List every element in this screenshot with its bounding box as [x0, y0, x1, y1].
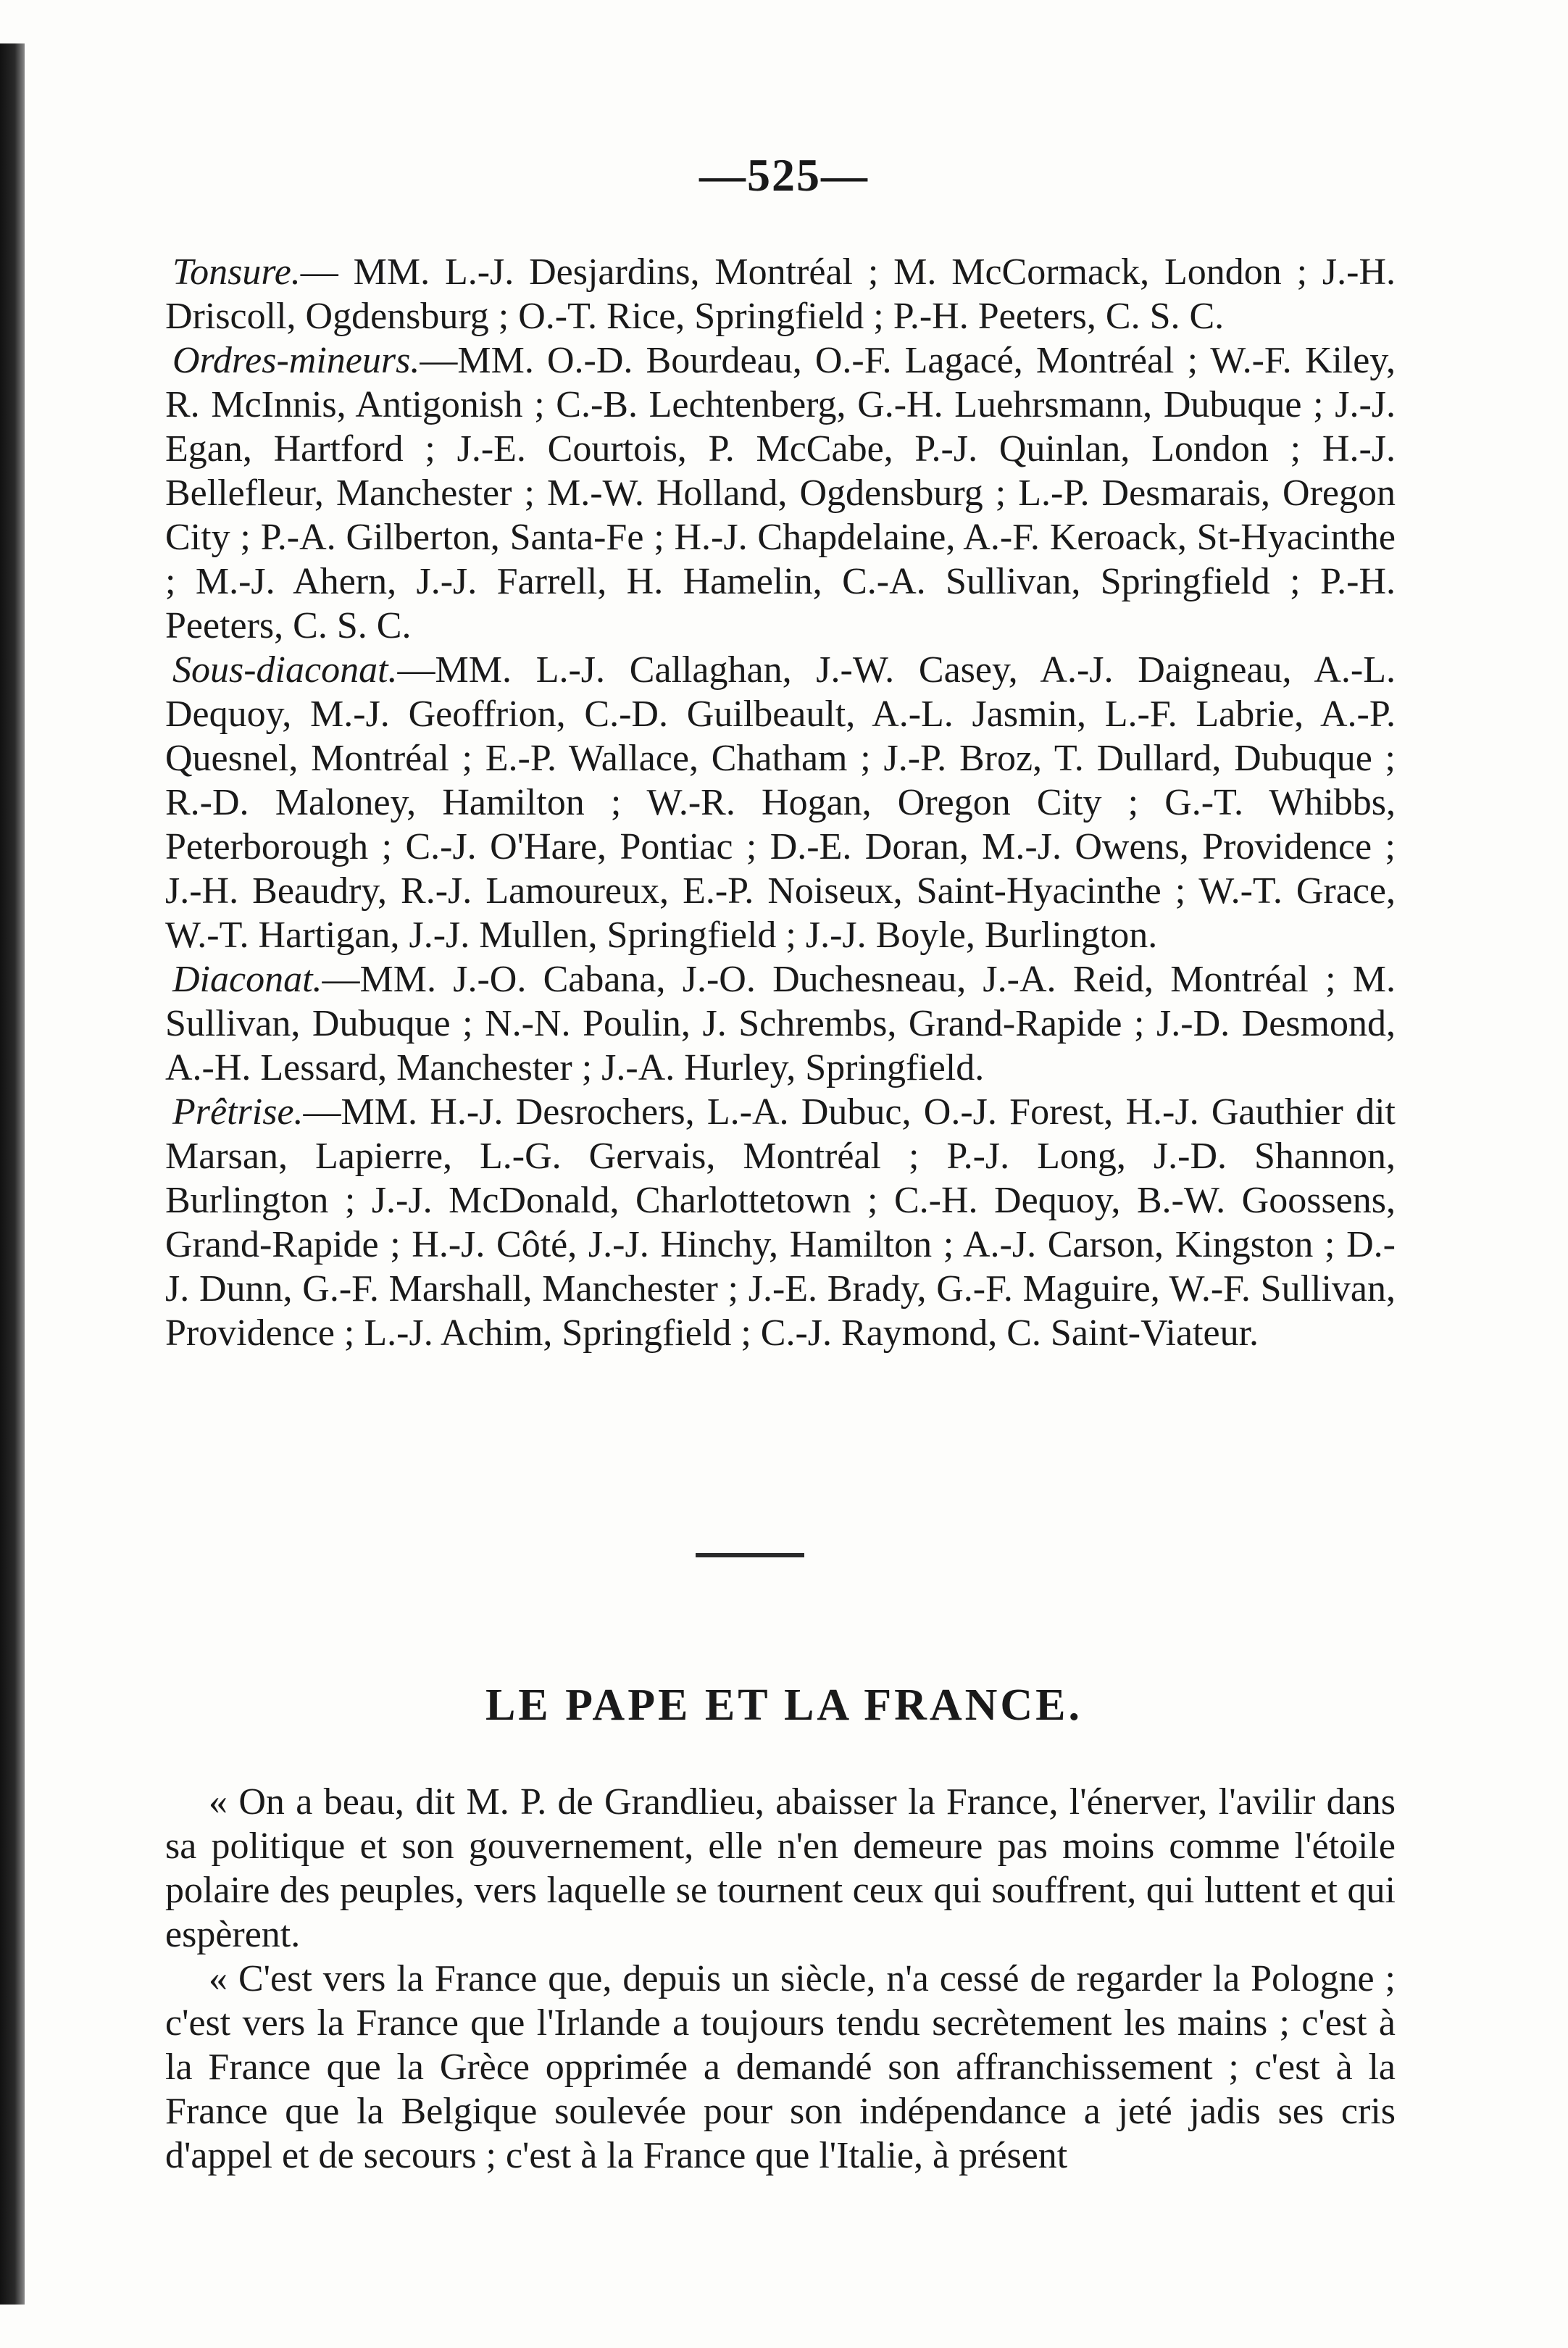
binding-edge	[0, 43, 25, 2305]
article-paragraph: « On a beau, dit M. P. de Grandlieu, abaisser la France, l'énerver, l'avilir dans sa politique et son gouvernement, elle n'en demeure pas moins comme l'étoile polaire des peuples, vers laquelle se tournent ceux qui souffrent, qui luttent et qui espèrent.	[165, 1781, 1396, 1955]
ordination-entry-diaconat	[165, 957, 1396, 1090]
entry-text: —MM. L.-J. Callaghan, J.-W. Casey, A.-J. Daigneau, A.-L. Dequoy, M.-J. Geoffrion, C.-D. Guilbeault, A.-L. Jasmin, L.-F. Labrie, A.-P. Quesnel, Montréal ; E.-P. Wallace, Chatham ; J.-P. Broz, T. Dullard, Dubuque ; R.-D. Maloney, Hamilton ; W.-R. Hogan, Oregon City ; G.-T. Whibbs, Peterborough ; C.-J. O'Hare, Pontiac ; D.-E. Doran, M.-J. Owens, Providence ; J.-H. Beaudry, R.-J. Lamoureux, E.-P. Noiseux, Saint-Hyacinthe ; W.-T. Grace, W.-T. Hartigan, J.-J. Mullen, Springfield ; J.-J. Boyle, Burlington.	[165, 649, 1396, 956]
entry-label: Tonsure.	[172, 251, 301, 293]
article-paragraph: « C'est vers la France que, depuis un siècle, n'a cessé de regarder la Pologne ; c'est vers la France que l'Irlande a toujours tendu secrètement les mains ; c'est à la France que la Grèce opprimée a demandé son affranchissement ; c'est à la France que la Belgique soulevée pour son indépendance a jeté jadis ses cris d'appel et de secours ; c'est à la France que l'Italie, à présent	[165, 1958, 1396, 2176]
entry-label: Sous-diaconat.	[172, 649, 398, 691]
ordination-list	[165, 250, 1396, 1355]
entry-label: Diaconat.	[172, 959, 322, 1000]
ordination-entry-sous-diaconat	[165, 648, 1396, 957]
entry-label: Ordres-mineurs.	[172, 340, 420, 381]
entry-text: —MM. H.-J. Desrochers, L.-A. Dubuc, O.-J. Forest, H.-J. Gauthier dit Marsan, Lapierre, L.-G. Gervais, Montréal ; P.-J. Long, J.-D. Shannon, Burlington ; J.-J. McDonald, Charlottetown ; C.-H. Dequoy, B.-W. Goossens, Grand-Rapide ; H.-J. Côté, J.-J. Hinchy, Hamilton ; A.-J. Carson, Kingston ; D.-J. Dunn, G.-F. Marshall, Manchester ; J.-E. Brady, G.-F. Maguire, W.-F. Sullivan, Providence ; L.-J. Achim, Springfield ; C.-J. Raymond, C. Saint-Viateur.	[165, 1091, 1396, 1354]
section-divider	[696, 1553, 804, 1557]
ordination-entry-pretrise	[165, 1090, 1396, 1355]
entry-text: — MM. L.-J. Desjardins, Montréal ; M. McCormack, London ; J.-H. Driscoll, Ogdensburg ; O.-T. Rice, Springfield ; P.-H. Peeters, C. S. C.	[165, 251, 1396, 337]
page-number: —525—	[699, 149, 869, 201]
article-body	[165, 1780, 1396, 2178]
section-title: LE PAPE ET LA FRANCE.	[485, 1681, 1083, 1730]
entry-text: —MM. J.-O. Cabana, J.-O. Duchesneau, J.-A. Reid, Montréal ; M. Sullivan, Dubuque ; N.-N. Poulin, J. Schrembs, Grand-Rapide ; J.-D. Desmond, A.-H. Lessard, Manchester ; J.-A. Hurley, Springfield.	[165, 959, 1396, 1088]
ordination-entry-tonsure	[165, 250, 1396, 338]
ordination-entry-ordres-mineurs	[165, 338, 1396, 648]
entry-text: —MM. O.-D. Bourdeau, O.-F. Lagacé, Montréal ; W.-F. Kiley, R. McInnis, Antigonish ; C.-B. Lechtenberg, G.-H. Luehrsmann, Dubuque ; J.-J. Egan, Hartford ; J.-E. Courtois, P. McCabe, P.-J. Quinlan, London ; H.-J. Bellefleur, Manchester ; M.-W. Holland, Ogdensburg ; L.-P. Desmarais, Oregon City ; P.-A. Gilberton, Santa-Fe ; H.-J. Chapdelaine, A.-F. Keroack, St-Hyacinthe ; M.-J. Ahern, J.-J. Farrell, H. Hamelin, C.-A. Sullivan, Springfield ; P.-H. Peeters, C. S. C.	[165, 340, 1396, 646]
entry-label: Prêtrise.	[172, 1091, 304, 1133]
